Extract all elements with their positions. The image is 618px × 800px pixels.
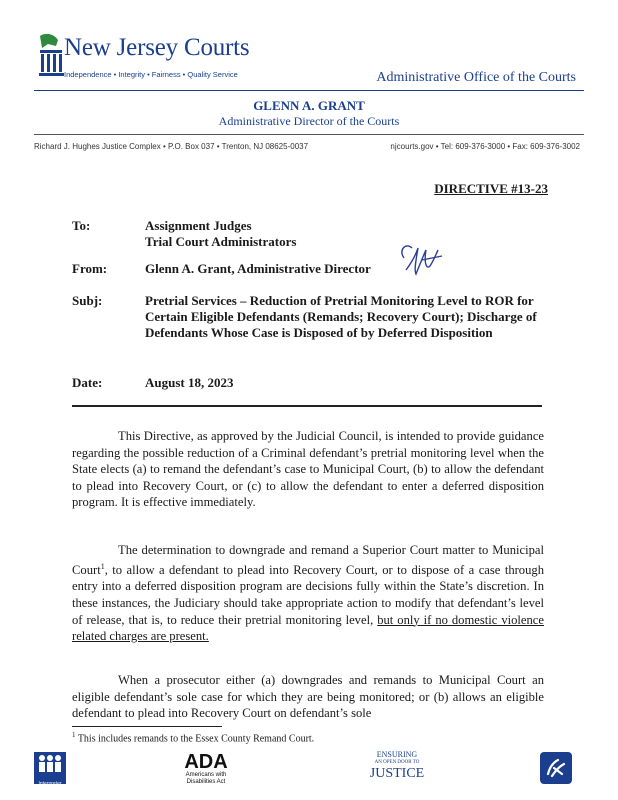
directive-number: DIRECTIVE #13-23: [434, 181, 548, 196]
org-name: New Jersey Courts: [64, 34, 250, 61]
paragraph-3-text: When a prosecutor either (a) downgrades and remands to Municipal Court an eligible defendant’s sole case for which they are being monitored; or (b) allows an eligible defendant to plead into Recovery Court on defendant’s sole: [72, 673, 544, 721]
footnote-text: This includes remands to the Essex County Remand Court.: [75, 733, 315, 745]
to-label: To:: [72, 218, 91, 233]
justice-line-3: JUSTICE: [369, 766, 425, 781]
date-label: Date:: [72, 375, 103, 390]
from-value: Glenn A. Grant, Administrative Director: [145, 261, 371, 276]
sign-language-icon: [540, 752, 572, 784]
footnote-rule: [72, 726, 222, 727]
footnote: [72, 731, 314, 744]
paragraph-1-text: This Directive, as approved by the Judicial Council, is intended to provide guidance regarding the possible reduction of a Criminal defendant’s pretrial monitoring level when the State elects (a) to remand the defendant’s case to Municipal Court, (b) to allow the defendant to plead into Recovery Court, or (c) to allow the defendant to enter a deferred disposition program. It is effective immediately.: [72, 429, 544, 510]
interpreter-icon: [34, 752, 66, 787]
signature-icon: [392, 240, 446, 284]
office-contact: njcourts.gov • Tel: 609-376-3000 • Fax: 609-376-3002: [390, 142, 580, 151]
to-line-2: Trial Court Administrators: [145, 234, 297, 249]
office-name: Administrative Office of the Courts: [376, 70, 576, 85]
org-tagline: Independence • Integrity • Fairness • Quality Service: [64, 70, 238, 79]
ada-label: ADA: [184, 751, 228, 773]
footnote-mark: 1: [72, 731, 76, 739]
director-name: GLENN A. GRANT: [253, 98, 365, 113]
header-divider: [34, 90, 584, 91]
paragraph-2-text-b: , to allow a defendant to plead into Recovery Court, or to dispose of a case through entry into a deferred disposition program are decisions fully within the State’s discretion. In these instances, the Judiciary should take appropriate action to modify that defendant’s level of release, that is, to reduce their pretrial monitoring level,: [72, 562, 544, 627]
ada-sub-2: Disabilities Act: [186, 779, 226, 785]
date-value: August 18, 2023: [145, 375, 234, 390]
subj-label: Subj:: [72, 293, 103, 308]
header-rule: [72, 405, 542, 407]
paragraph-3: [72, 672, 544, 722]
from-label: From:: [72, 261, 108, 276]
paragraph-2-underlined: but only if no domestic violence related charges are present.: [72, 612, 544, 644]
paragraph-2-text-a: The determination to downgrade and remand a Superior Court matter to Municipal Court: [72, 543, 544, 577]
ada-sub-1: Americans with: [185, 772, 227, 778]
people-icon: [34, 752, 66, 776]
ada-logo: [176, 752, 236, 792]
justice-line-1: ENSURING: [376, 750, 418, 759]
footnote-reference[interactable]: 1: [100, 561, 105, 571]
subj-value: Pretrial Services – Reduction of Pretrial Monitoring Level to ROR for Certain Eligible Defendants (Remands; Recovery Court); Discharge of Defendants Whose Case is Disposed of by Deferred Disposition: [145, 293, 537, 340]
interpreter-label: Interpreter: [38, 781, 62, 787]
nj-courts-logo-icon: [34, 32, 64, 82]
to-line-1: Assignment Judges: [145, 218, 252, 233]
paragraph-2: [72, 542, 544, 645]
director-title: Administrative Director of the Courts: [218, 114, 400, 128]
justice-logo: [362, 750, 432, 781]
office-address: Richard J. Hughes Justice Complex • P.O. Box 037 • Trenton, NJ 08625-0037: [34, 142, 309, 151]
address-divider: [34, 134, 584, 135]
justice-line-2: AN OPEN DOOR TO: [374, 760, 420, 765]
paragraph-1: [72, 428, 544, 511]
